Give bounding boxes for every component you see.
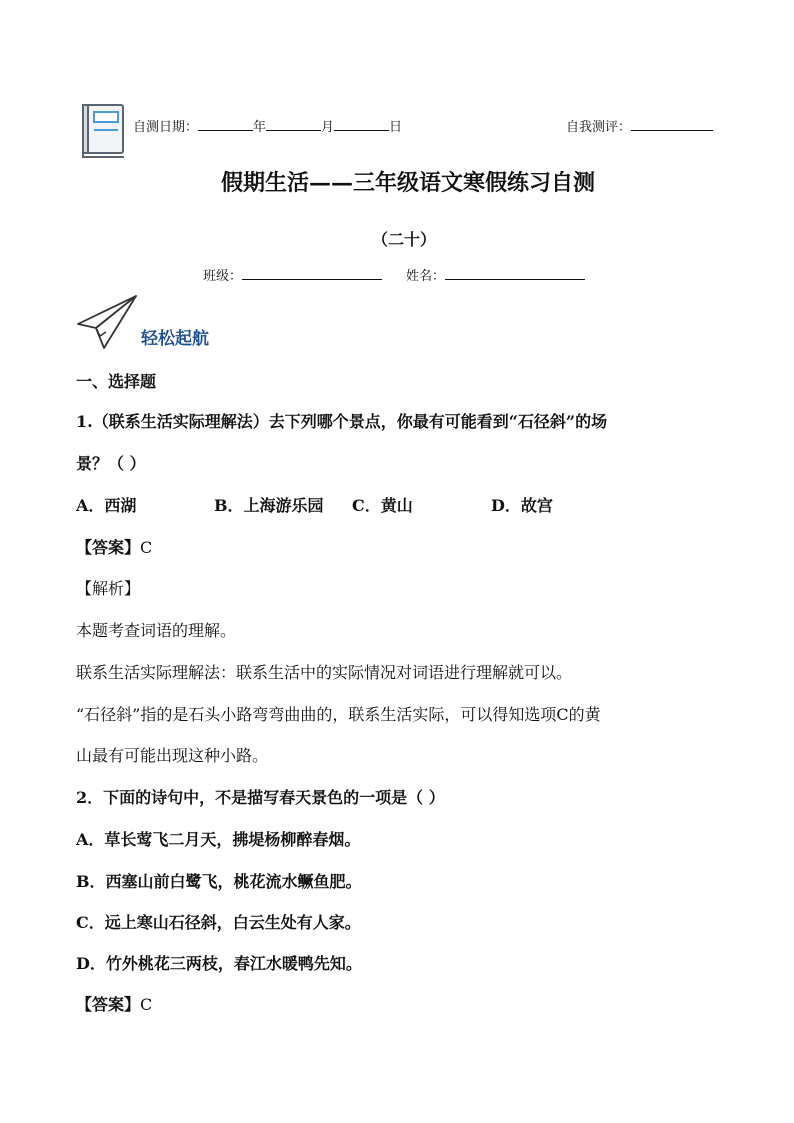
q1-analysis-label: 【解析】 [76,579,141,598]
day-label: 日 [389,120,403,135]
name-blank[interactable] [445,265,585,280]
q1-option-b[interactable]: B．上海游乐园 [214,496,324,515]
month-label: 月 [321,120,335,135]
day-blank[interactable] [334,116,389,131]
paper-plane-icon [76,292,140,352]
q1-answer [76,535,152,558]
q1-analysis-line4: 山最有可能出现这种小路。 [76,746,269,765]
q2-option-b[interactable]: B．西塞山前白鹭飞，桃花流水鳜鱼肥。 [76,872,362,891]
self-eval-blank[interactable] [631,116,713,131]
class-row [203,265,382,284]
section-heading: 一、选择题 [76,372,157,391]
self-eval-label: 自我测评： [566,120,632,135]
section-badge: 轻松起航 [141,329,209,349]
class-label: 班级： [203,269,243,284]
q2-answer [76,992,152,1015]
date-label: 自测日期： [133,120,199,135]
q1-analysis-line2: 联系生活实际理解法：联系生活中的实际情况对词语进行理解就可以。 [76,663,573,682]
page-subtitle: （二十） [372,230,437,249]
q1-answer-label: 【答案】 [76,538,141,557]
year-blank[interactable] [198,116,253,131]
q1-analysis-line1: 本题考查词语的理解。 [76,621,237,640]
date-row [133,116,402,135]
q1-option-c[interactable]: C．黄山 [352,496,413,515]
q1-option-a[interactable]: A．西湖 [76,496,137,515]
month-blank[interactable] [266,116,321,131]
q1-option-d[interactable]: D．故宫 [491,496,553,515]
page-title: 假期生活——三年级语文寒假练习自测 [221,170,596,196]
self-eval-row [566,116,713,135]
name-row [406,265,585,284]
q1-answer-value: C [140,538,153,557]
q2-option-a[interactable]: A．草长莺飞二月天，拂堤杨柳醉春烟。 [76,830,361,849]
book-icon [80,103,128,159]
q2-option-d[interactable]: D．竹外桃花三两枝，春江水暖鸭先知。 [76,954,362,973]
q2-answer-label: 【答案】 [76,995,141,1014]
year-label: 年 [253,120,267,135]
q1-stem-line2: 景？（ ） [76,454,146,473]
class-blank[interactable] [242,265,382,280]
q2-stem: 2．下面的诗句中，不是描写春天景色的一项是（ ） [76,788,445,807]
q2-option-c[interactable]: C．远上寒山石径斜，白云生处有人家。 [76,913,361,932]
name-label: 姓名： [406,269,446,284]
q1-analysis-line3: “石径斜”指的是石头小路弯弯曲曲的，联系生活实际，可以得知选项C的黄 [76,705,601,724]
q2-answer-value: C [140,995,153,1014]
q1-stem-line1: 1.（联系生活实际理解法）去下列哪个景点，你最有可能看到“石径斜”的场 [76,412,608,431]
